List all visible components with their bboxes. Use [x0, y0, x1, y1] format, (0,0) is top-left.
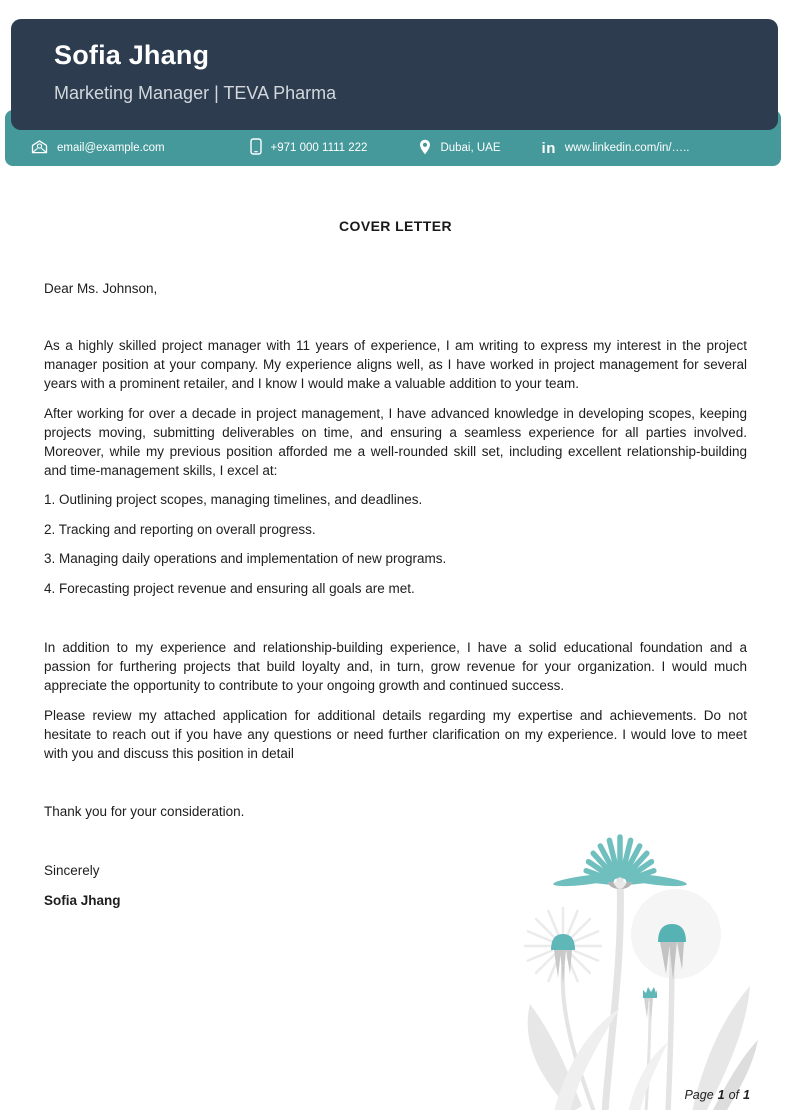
list-item: 4. Forecasting project revenue and ensuring all goals are met.: [44, 580, 415, 596]
list-item: 1. Outlining project scopes, managing timelines, and deadlines.: [44, 492, 423, 507]
contact-location[interactable]: [419, 139, 500, 158]
cover-letter-heading: COVER LETTER: [339, 218, 452, 234]
signoff-line: Sincerely: [44, 862, 100, 878]
contact-phone[interactable]: [250, 138, 368, 158]
header-card: [11, 19, 778, 130]
signature-name: Sofia Jhang: [44, 892, 121, 908]
location-icon: [419, 139, 431, 158]
contact-location-text: Dubai, UAE: [440, 142, 501, 154]
phone-icon: [250, 138, 262, 158]
linkedin-icon: in: [541, 139, 556, 157]
contact-row: [31, 130, 767, 166]
contact-linkedin-text: www.linkedin.com/in/…..: [564, 142, 690, 154]
list-item: 3. Managing daily operations and implementation of new programs.: [44, 551, 447, 566]
paragraph-education: In addition to my experience and relationship-building experience, I have a solid educational foundation and a passion for furthering projects that build loyalty and, in turn, grow revenue for your organization. I would much appreciate the opportunity to contribute to your ongoing growth and continued success.: [44, 639, 747, 693]
contact-phone-text: +971 000 1111 222: [270, 142, 368, 154]
paragraph-intro: As a highly skilled project manager with 11 years of experience, I am writing to express my interest in the project manager position at your company. My experience aligns well, as I have worked in project management for several years with a prominent retailer, and I know I would make a valuable addition to your team.: [44, 338, 747, 391]
total-pages: 1: [743, 1088, 750, 1102]
contact-email[interactable]: [31, 140, 165, 157]
page-number-footer: [684, 1088, 750, 1102]
contact-email-text: email@example.com: [57, 142, 165, 154]
salutation: Dear Ms. Johnson,: [44, 281, 158, 296]
page-word: Page: [684, 1088, 714, 1102]
letter-body: [44, 166, 747, 910]
paragraph-review: Please review my attached application for additional details regarding my expertise and achievements. Do not hesitate to reach out if you have any questions or need further clarification on my experience. I would love to meet with you and discuss this position in detail: [44, 707, 747, 761]
contact-linkedin[interactable]: [542, 141, 690, 156]
thanks-line: Thank you for your consideration.: [44, 803, 245, 819]
person-job-title: Marketing Manager | TEVA Pharma: [54, 83, 337, 103]
list-item: 2. Tracking and reporting on overall progress.: [44, 521, 316, 537]
of-word: of: [728, 1088, 740, 1102]
paragraph-experience: After working for over a decade in project management, I have advanced knowledge in developing scopes, keeping projects moving, submitting deliverables on time, and ensuring a seamless experience for all parties involved. Moreover, while my previous position afforded me a well-rounded skill set, including excellent relationship-building and time-management skills, I excel at:: [44, 406, 747, 478]
skills-list: [44, 490, 747, 598]
email-icon: [31, 140, 48, 157]
page-number: 1: [717, 1088, 725, 1102]
person-name: Sofia Jhang: [54, 40, 210, 70]
